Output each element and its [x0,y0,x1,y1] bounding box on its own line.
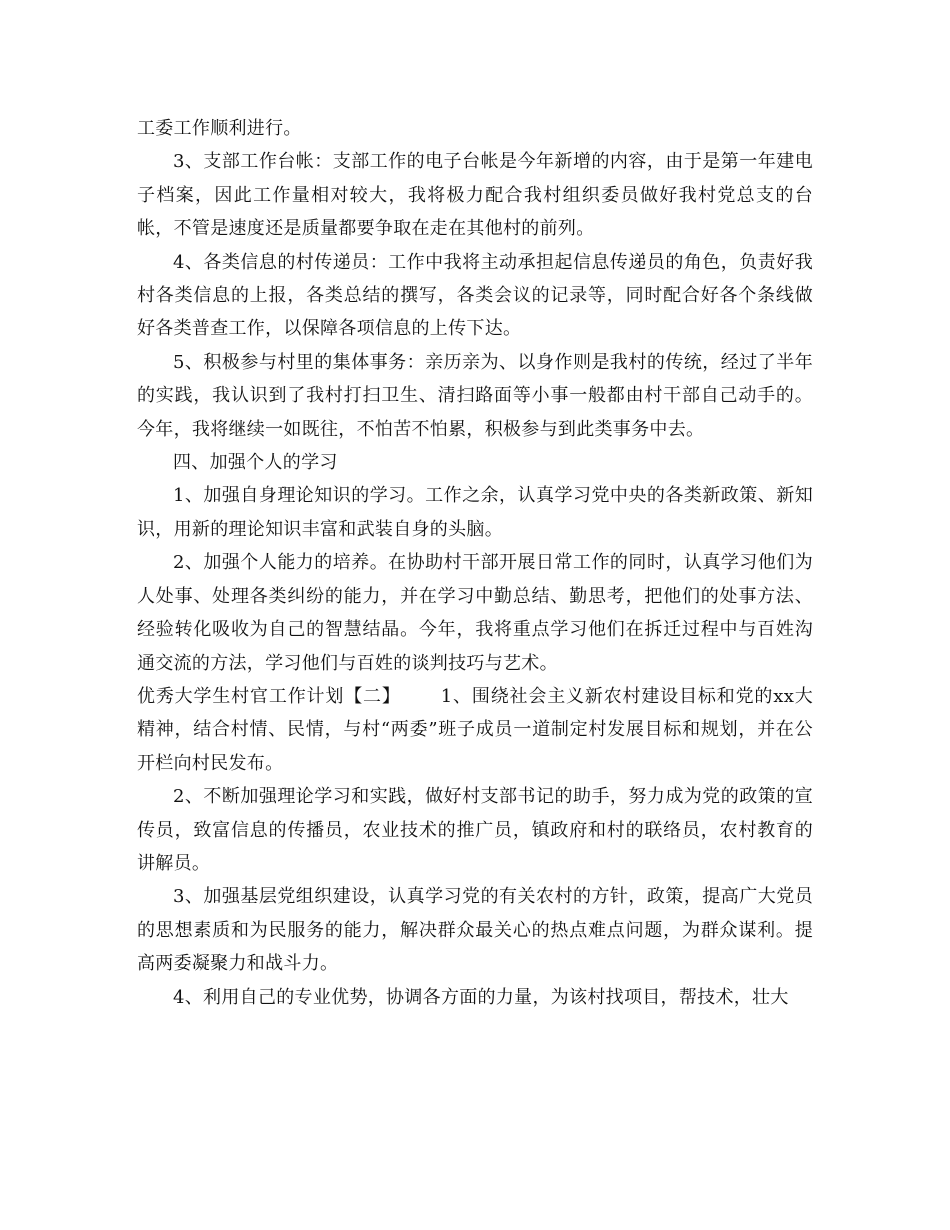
paragraph-ledger: 3、支部工作台帐：支部工作的电子台帐是今年新增的内容，由于是第一年建电子档案，因此工作量相对较大，我将极力配合我村组织委员做好我村党总支的台帐，不管是速度还是质量都要争取在走在其他村的前列。 [137,151,813,240]
section-heading: 优秀大学生村官工作计划【二】 [137,685,401,707]
heading-personal-study: 四、加强个人的学习 [173,452,338,474]
section-first-item: 1、围绕社会主义新农村建设目标和党的xx大精神，结合村情、民情，与村“两委”班子成员一道制定村发展目标和规划，并在公开栏向村民发布。 [137,685,813,774]
paragraph-continuation: 工委工作顺利进行。 [137,118,302,139]
paragraph-ability-training: 2、加强个人能力的培养。在协助村干部开展日常工作的同时，认真学习他们为人处事、处理各类纠纷的能力，并在学习中勤总结、勤思考，把他们的处事方法、经验转化吸收为自己的智慧结晶。今年，我将重点学习他们在拆迁过程中与百姓沟通交流的方法，学习他们与百姓的谈判技巧与艺术。 [137,552,813,674]
paragraph-collective-affairs: 5、积极参与村里的集体事务：亲历亲为、以身作则是我村的传统，经过了半年的实践，我认识到了我村打扫卫生、清扫路面等小事一般都由村干部自己动手的。今年，我将继续一如既往，不怕苦不怕累，积极参与到此类事务中去。 [137,351,813,440]
section-two-paragraph [137,680,813,780]
document-body [137,112,813,1014]
paragraph-professional-advantage: 4、利用自己的专业优势，协调各方面的力量，为该村找项目，帮技术，壮大 [173,986,789,1008]
paragraph-theory-study: 1、加强自身理论知识的学习。工作之余，认真学习党中央的各类新政策、新知识，用新的理论知识丰富和武装自身的头脑。 [137,485,813,540]
paragraph-party-building: 3、加强基层党组织建设，认真学习党的有关农村的方针，政策，提高广大党员的思想素质和为民服务的能力，解决群众最关心的热点难点问题，为群众谋利。提高两委凝聚力和战斗力。 [137,886,813,975]
paragraph-theory-practice: 2、不断加强理论学习和实践，做好村支部书记的助手，努力成为党的政策的宣传员，致富信息的传播员，农业技术的推广员，镇政府和村的联络员，农村教育的讲解员。 [137,786,813,874]
paragraph-info-relay: 4、各类信息的村传递员：工作中我将主动承担起信息传递员的角色，负责好我村各类信息的上报，各类总结的撰写，各类会议的记录等，同时配合好各个条线做好各类普查工作，以保障各项信息的上传下达。 [137,251,813,340]
